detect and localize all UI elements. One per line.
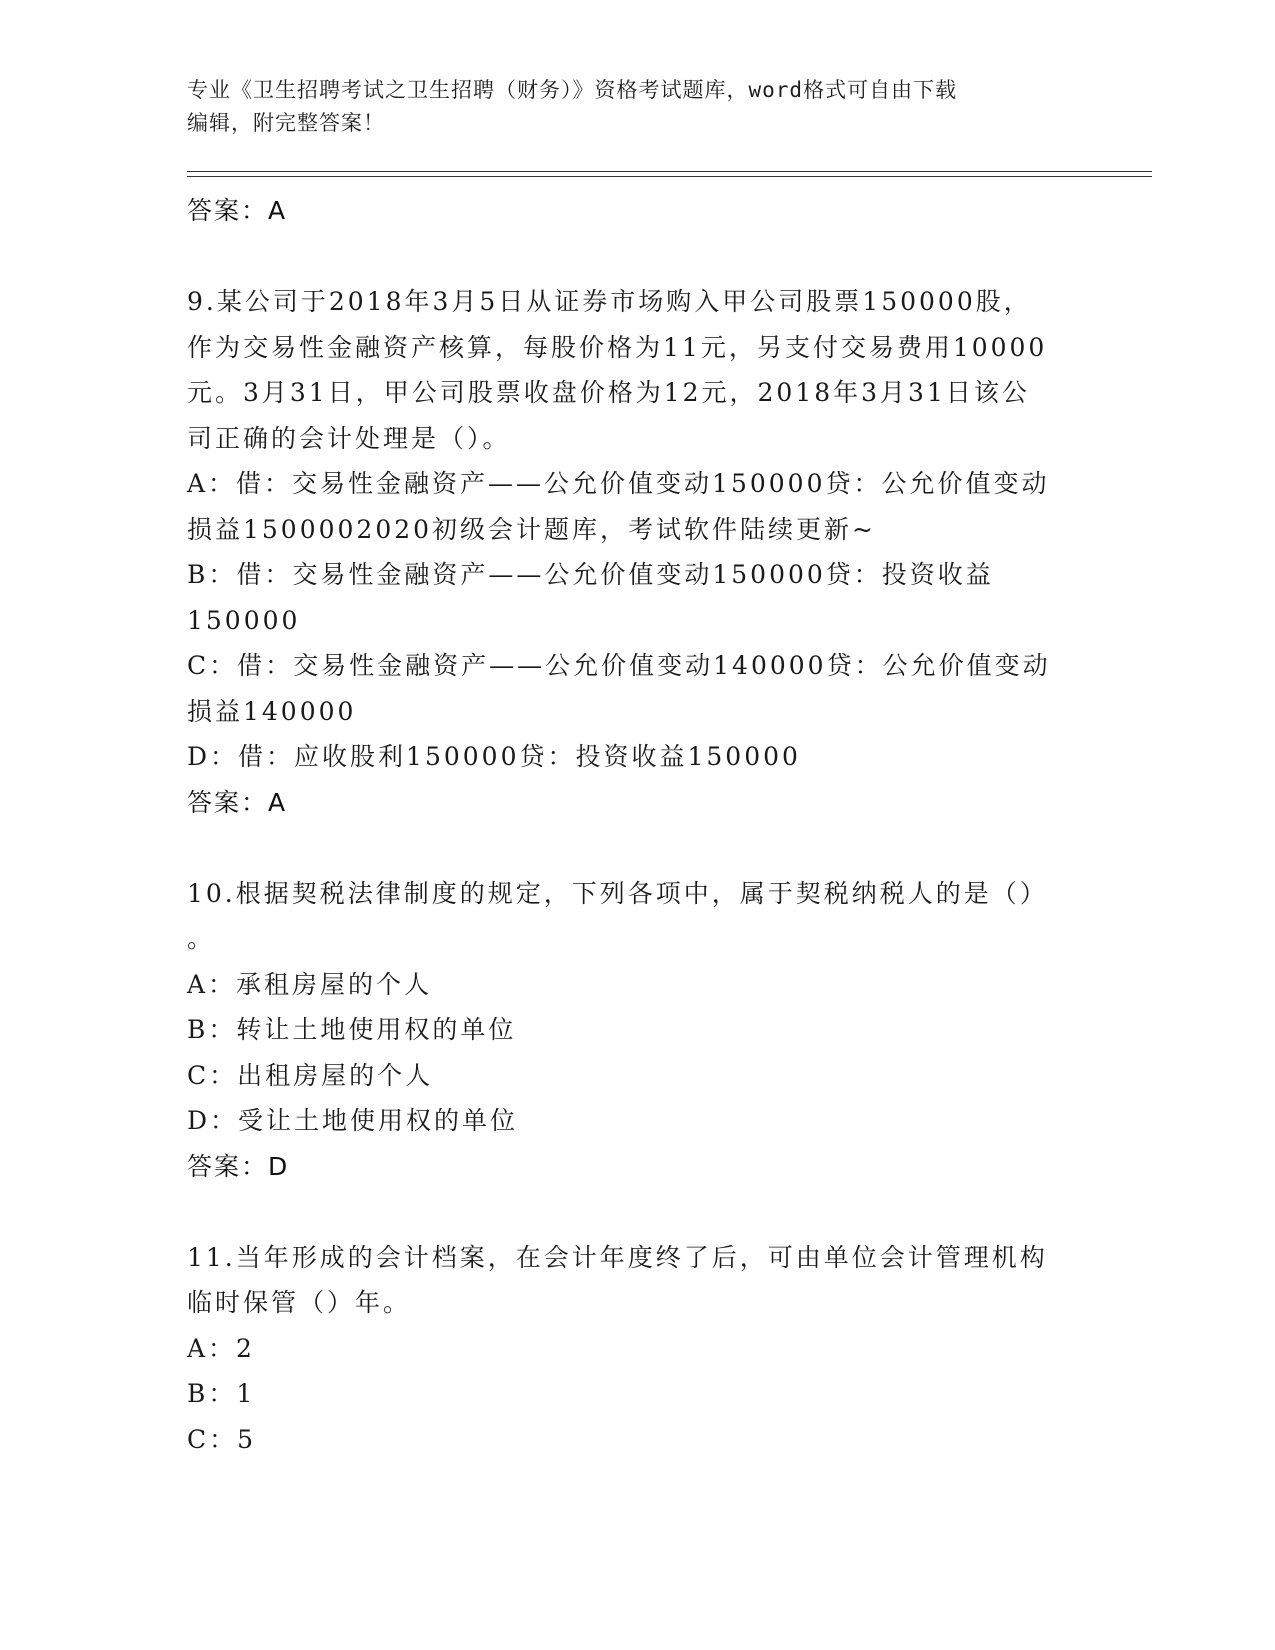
header-rule-bottom [187, 176, 1152, 177]
question-9-option-a-2: 损益1500002020初级会计题库，考试软件陆续更新~ [187, 514, 877, 544]
header-line-2: 编辑，附完整答案！ [187, 111, 385, 135]
question-10-option-b: B：转让土地使用权的单位 [187, 1015, 517, 1044]
page-header [187, 74, 1087, 140]
question-9-option-b-1: B：借：交易性金融资产——公允价值变动150000贷：投资收益 [187, 560, 994, 589]
question-9-option-a-1: A：借：交易性金融资产——公允价值变动150000贷：公允价值变动 [187, 469, 1050, 498]
question-11-text-1: 11.当年形成的会计档案，在会计年度终了后，可由单位会计管理机构 [187, 1242, 1048, 1272]
question-10-text-2: 。 [187, 924, 216, 953]
question-9-option-c-2: 损益140000 [187, 696, 357, 726]
question-10 [187, 871, 1087, 1190]
question-9-text-1: 9.某公司于2018年3月5日从证券市场购入甲公司股票150000股， [187, 287, 1032, 316]
question-10-text-1: 10.根据契税法律制度的规定，下列各项中，属于契税纳税人的是（） [187, 878, 1048, 908]
question-11-option-a: A：2 [187, 1333, 255, 1363]
question-11-option-c: C：5 [187, 1424, 257, 1454]
question-9-option-d: D：借：应收股利150000贷：投资收益150000 [187, 742, 801, 771]
question-11 [187, 1235, 1087, 1463]
question-11-text-2: 临时保管（）年。 [187, 1288, 412, 1317]
question-11-option-b: B：1 [187, 1379, 256, 1408]
question-9-text-3: 元。3月31日，甲公司股票收盘价格为12元，2018年3月31日该公 [187, 378, 1030, 407]
question-9-option-c-1: C：借：交易性金融资产——公允价值变动140000贷：公允价值变动 [187, 651, 1051, 680]
question-10-option-c: C：出租房屋的个人 [187, 1060, 434, 1090]
spacer [187, 234, 1087, 280]
question-10-option-a: A：承租房屋的个人 [187, 969, 433, 999]
header-rule-top [187, 171, 1152, 172]
spacer [187, 1189, 1087, 1235]
question-10-option-d: D：受让土地使用权的单位 [187, 1106, 519, 1135]
header-line-1: 专业《卫生招聘考试之卫生招聘（财务）》资格考试题库，word格式可自由下载 [187, 78, 958, 102]
question-9-answer: 答案：A [187, 787, 288, 817]
question-10-answer: 答案：D [187, 1151, 290, 1181]
answer-prev: 答案：A [187, 196, 288, 225]
question-9 [187, 279, 1087, 825]
document-body [187, 188, 1087, 1462]
question-9-option-b-2: 150000 [187, 605, 301, 635]
question-9-text-2: 作为交易性金融资产核算，每股价格为11元，另支付交易费用10000 [187, 332, 1048, 362]
question-9-text-4: 司正确的会计处理是（）。 [187, 423, 511, 453]
spacer [187, 825, 1087, 871]
